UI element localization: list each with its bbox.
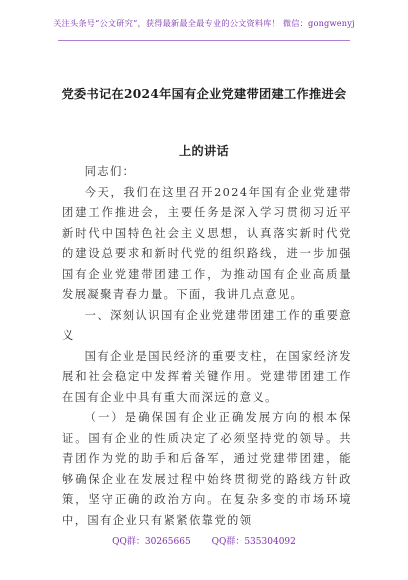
greeting: 同志们： xyxy=(84,165,136,178)
paragraph: 今天，我们在这里召开2024年国有企业党建带团建工作推进会，主要任务是深入学习贯彻习近平新时代中国特色社会主义思想，认真落实新时代党的建设总要求和新时代党的组织路线，进一步加强国有企业党建带团建工作，为推动国有企业高质量发展凝聚青春力量。下面，我讲几点意见。 xyxy=(62,185,352,301)
header-note: 关注头条号“公文研究”，获得最新最全最专业的公文资料库！ 微信：gongwenyj xyxy=(53,18,355,28)
document-body xyxy=(62,162,352,531)
paragraph: （一）是确保国有企业正确发展方向的根本保证。国有企业的性质决定了必须坚持党的领导。共青团作为党的助手和后备军，通过党建带团建，能够确保企业在发展过程中始终贯彻党的路线方针政策，坚守正确的政治方向。在复杂多变的市场环境中，国有企业只有紧紧依靠党的领 xyxy=(62,411,352,527)
paragraph: 国有企业是国民经济的重要支柱，在国家经济发展和社会稳定中发挥着关键作用。党建带团建工作在国有企业中具有重大而深远的意义。 xyxy=(62,349,352,404)
section-heading: 一、深刻认识国有企业党建带团建工作的重要意义 xyxy=(62,308,352,342)
header-divider xyxy=(58,40,350,41)
qq-group-2: QQ群：535304092 xyxy=(211,537,296,547)
document-title: 党委书记在2024年国有企业党建带团建工作推进会上的讲话 xyxy=(61,87,347,158)
qq-group-1: QQ群：30265665 xyxy=(112,537,191,547)
footer-contact xyxy=(0,534,408,547)
